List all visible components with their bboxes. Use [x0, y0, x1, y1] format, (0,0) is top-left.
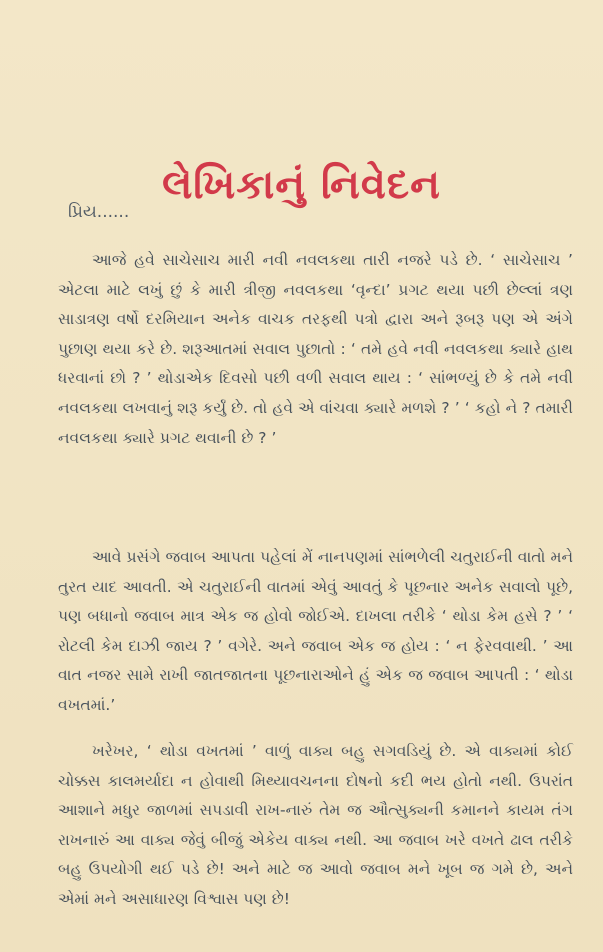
body-paragraph-1 — [58, 246, 573, 453]
paragraph-text: આજે હવે સાચેસાચ મારી નવી નવલકથા તારી નજરે પડે છે. ‘ સાચેસાચ ’ એટલા માટે લખું છું કે મારી ત્રીજી નવલકથા ‘વૃન્દા’ પ્રગટ થયા પછી છેલ્લાં ત્રણ સાડાત્રણ વર્ષો દરમિયાન અનેક વાચક તરફથી પત્રો દ્વારા અને રૂબરૂ પણ એ અંગે પુછાણ થયા કરે છે. શરૂઆતમાં સવાલ પુછાતો : ‘ તમે હવે નવી નવલકથા ક્યારે હાથ ધરવાનાં છો ? ’ થોડાએક દિવસો પછી વળી સવાલ થાય : ‘ સાંભળ્યું છે કે તમે નવી નવલકથા લખવાનું શરૂ કર્યું છે. તો હવે એ વાંચવા ક્યારે મળશે ? ’ ‘ કહો ને ? તમારી નવલકથા ક્યારે પ્રગટ થવાની છે ? ’ — [58, 251, 573, 447]
salutation: પ્રિય...... — [68, 202, 130, 222]
paragraph-text: આવે પ્રસંગે જવાબ આપતા પહેલાં મેં નાનપણમાં સાંભળેલી ચતુરાઈની વાતો મને તુરત યાદ આવતી. એ ચતુરાઈની વાતમાં એવું આવતું કે પૂછનાર અનેક સવાલો પૂછે, પણ બધાનો જવાબ માત્ર એક જ હોવો જોઈએ. દાખલા તરીકે ‘ થોડા કેમ હસે ? ’ ‘ રોટલી કેમ દાઝી જાય ? ’ વગેરે. અને જવાબ એક જ હોય : ‘ ન ફેરવવાથી. ’ આ વાત નજર સામે રાખી જાતજાતના પૂછનારાઓને હું એક જ જવાબ આપતી : ‘ થોડા વખતમાં.’ — [58, 548, 573, 714]
page-title: લેખિકાનું નિવેદન — [162, 161, 441, 208]
body-paragraph-3 — [58, 737, 573, 915]
body-paragraph-2 — [58, 543, 573, 721]
paragraph-text: ખરેખર, ‘ થોડા વખતમાં ’ વાળું વાક્ય બહુ સગવડિયું છે. એ વાક્યમાં કોઈ ચોક્કસ કાલમર્યાદા ન હોવાથી મિથ્યાવચનના દોષનો કદી ભય હોતો નથી. ઉપરાંત આશાને મધુર જાળમાં સપડાવી રાખ-નારું તેમ જ ઔત્સુક્યની કમાનને કાયમ તંગ રાખનારું આ વાક્ય જેવું બીજું એકેય વાક્ય નથી. આ જવાબ ખરે વખતે ઢાલ તરીકે બહુ ઉપયોગી થઈ પડે છે! અને માટે જ આવો જવાબ મને ખૂબ જ ગમે છે, અને એમાં મને અસાધારણ વિશ્વાસ પણ છે! — [58, 742, 573, 908]
